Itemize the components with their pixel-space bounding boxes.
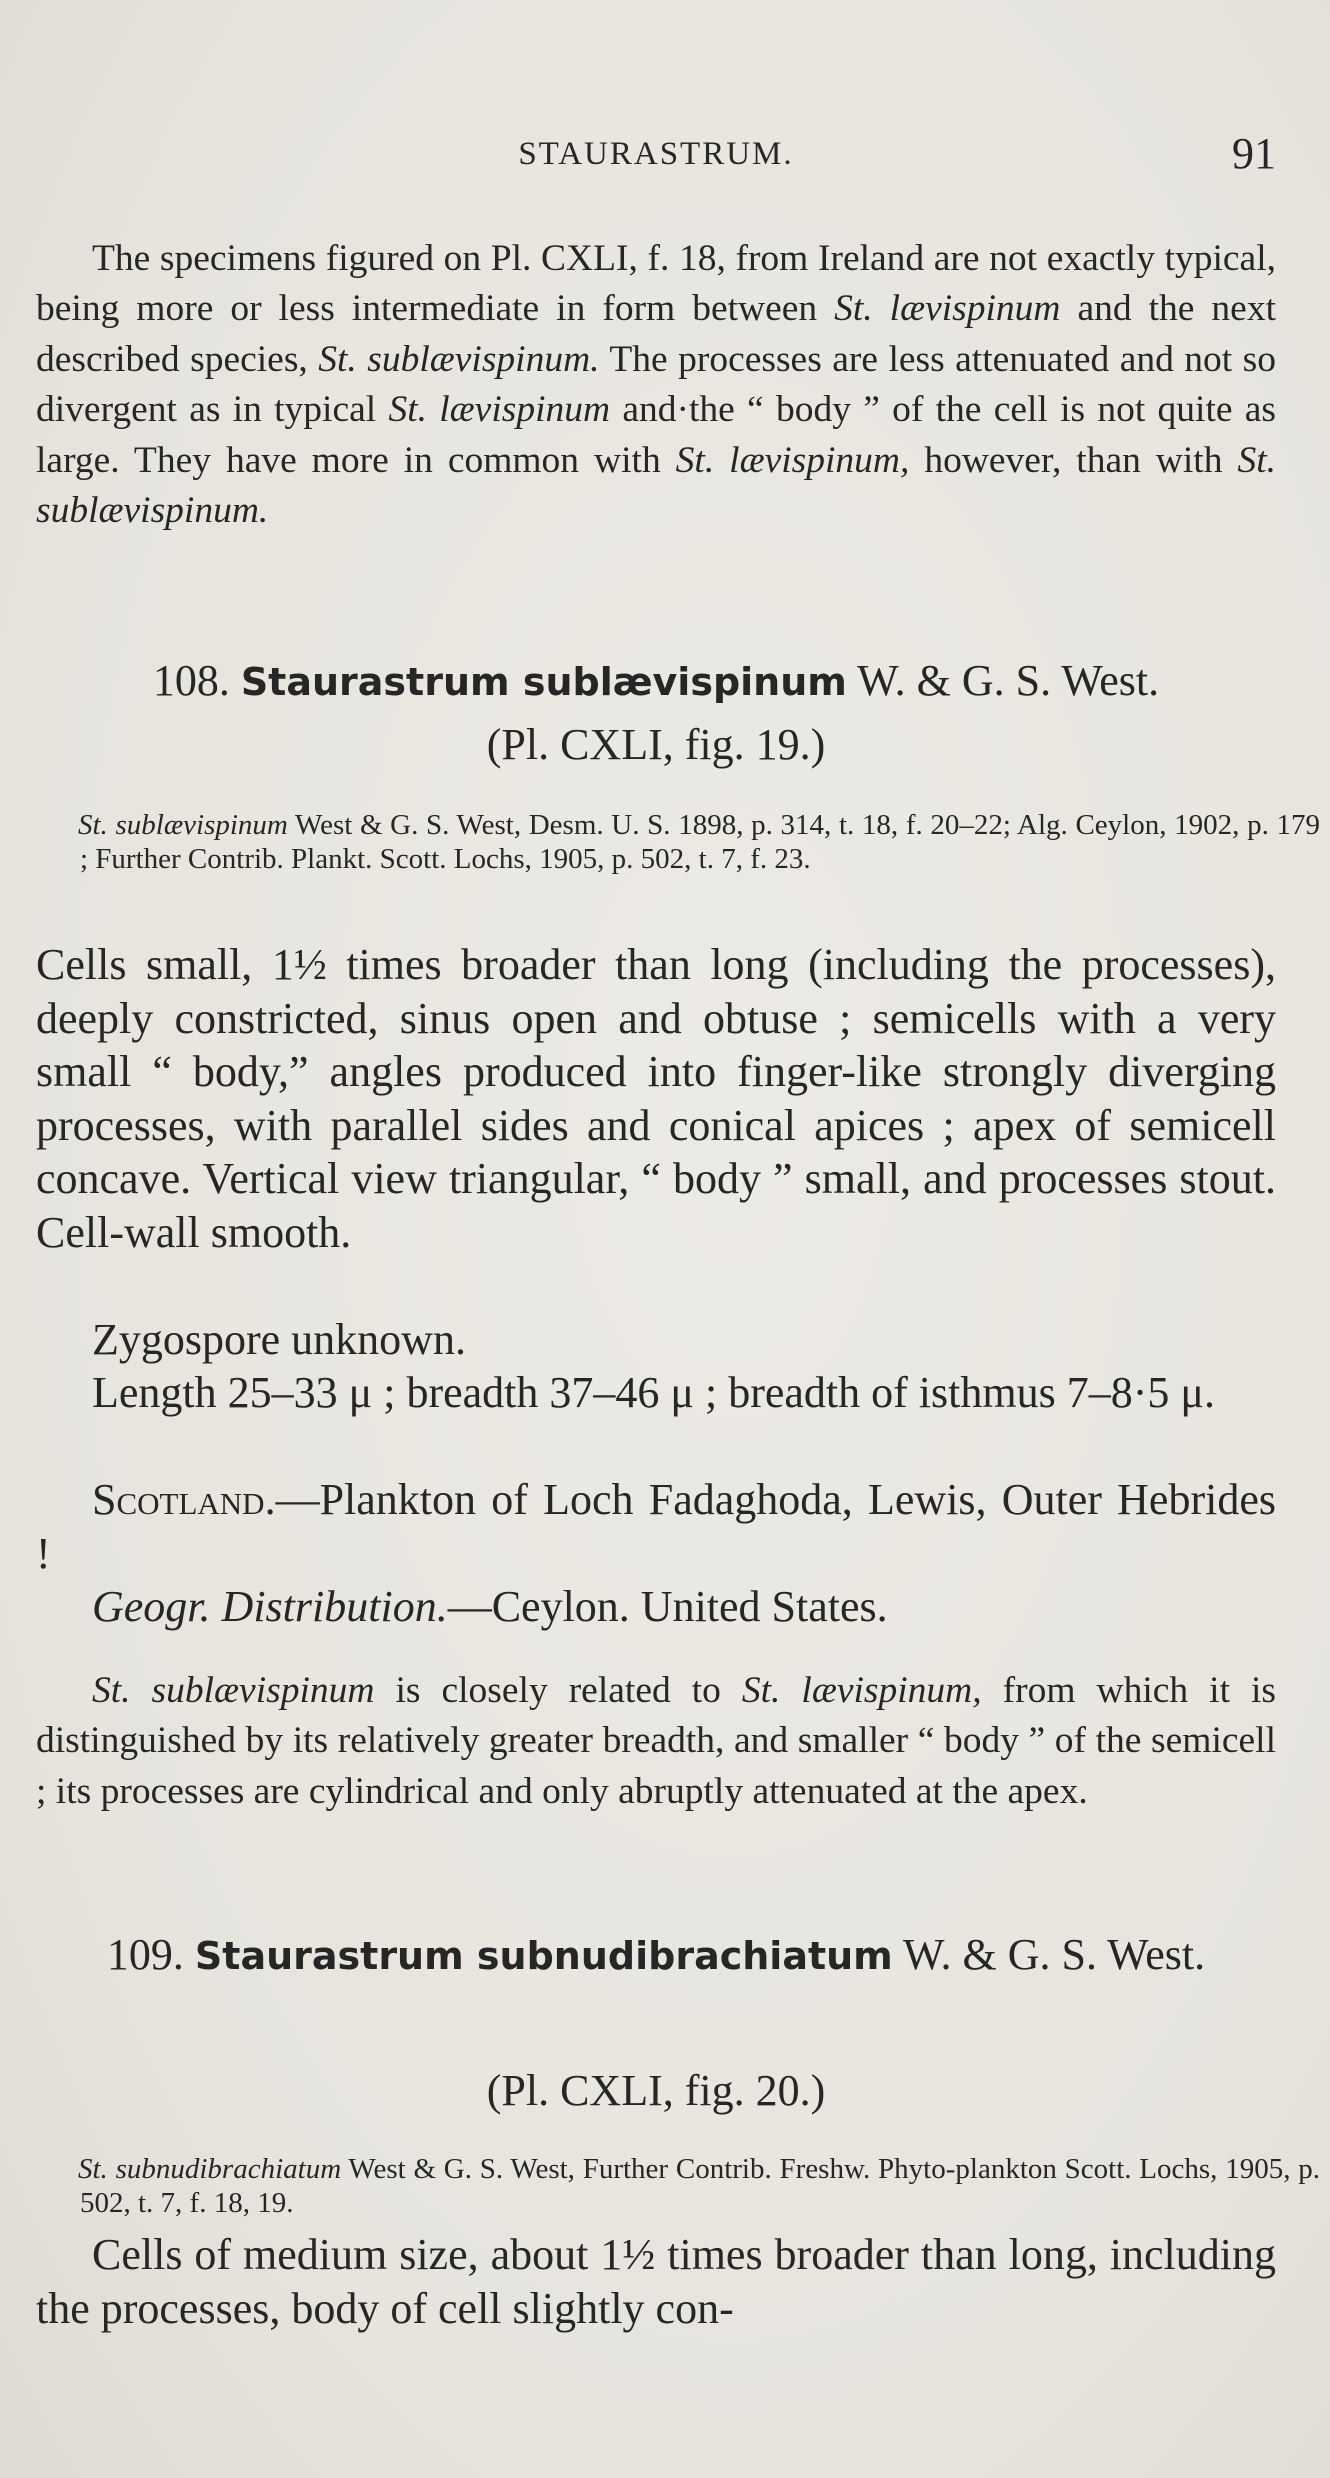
intro-paragraph (36, 234, 1276, 536)
intro-italic-3: St. lævispinum (388, 389, 611, 431)
intro-text-5: however, than with (909, 439, 1238, 481)
species-108-synonymy-name: St. sublævispinum (78, 809, 288, 841)
species-108-scotland-label: Scotland. (92, 1475, 276, 1524)
intro-text-1: The specimens figured on Pl. CXLI, f. 18, from Ireland are not exactly typical, being more or less intermediate in form between (36, 238, 1276, 330)
intro-text-2: and the next described species, (36, 288, 1276, 380)
species-108-geogr-text: —Ceylon. United States. (447, 1582, 888, 1631)
species-108-note-text-2: from which it is distinguished by its relatively greater breadth, and smaller “ body ” of the semicell ; its processes are cylindrical and only abruptly attenuated at the apex. (36, 1670, 1277, 1812)
species-108-name: Staurastrum sublævispinum (240, 660, 847, 704)
species-109-number: 109. (106, 1930, 184, 1979)
species-108-measurements: Length 25–33 μ ; breadth 37–46 μ ; breadth of isthmus 7–8·5 μ. (92, 1368, 1215, 1417)
intro-italic-4: St. lævispinum, (675, 439, 910, 481)
species-109-authority: W. & G. S. West. (903, 1930, 1206, 1979)
species-109-heading (36, 1926, 1276, 1985)
species-109-synonymy-name: St. subnudibrachiatum (78, 2153, 342, 2185)
page-number: 91 (1232, 129, 1276, 178)
species-108-authority: W. & G. S. West. (857, 656, 1160, 705)
intro-text-3: The processes are less attenuated and not so divergent as in typical (36, 338, 1276, 431)
species-108-note-italic-1: St. sublævispinum (92, 1670, 375, 1711)
species-109-name: Staurastrum subnudibrachiatum (194, 1934, 893, 1978)
species-108-description: Cells small, 1½ times broader than long (including the processes), deeply constricted, sinus open and obtuse ; semicells with a very small “ body,” angles produced into finger-like strongly diverging processes, with parallel sides and conical apices ; apex of semicell concave. Vertical view triangular, “ body ” small, and processes stout. Cell-wall smooth. (36, 940, 1276, 1257)
species-108-scotland-text: —Plankton of Loch Fadaghoda, Lewis, Outer Hebrides ! (36, 1475, 1276, 1578)
species-109-synonymy-text: West & G. S. West, Further Contrib. Freshw. Phyto-plankton Scott. Lochs, 1905, p. 502, t. 7, f. 18, 19. (80, 2153, 1320, 2219)
species-108-synonymy-text: West & G. S. West, Desm. U. S. 1898, p. 314, t. 18, f. 20–22; Alg. Ceylon, 1902, p. 179 ; Further Contrib. Plankt. Scott. Lochs, 1905, p. 502, t. 7, f. 23. (80, 809, 1320, 875)
species-109-synonymy (36, 2152, 1320, 2220)
running-title: STAURASTRUM. (518, 136, 794, 172)
species-108-scotland (36, 1473, 1276, 1580)
running-head (36, 128, 1276, 178)
species-108-note (36, 1666, 1276, 1817)
species-108-heading (36, 652, 1276, 711)
species-108-plate: (Pl. CXLI, fig. 19.) (486, 720, 826, 769)
species-109-description: Cells of medium size, about 1½ times broader than long, including the processes, body of cell slightly con- (36, 2230, 1276, 2333)
species-109-plate: (Pl. CXLI, fig. 20.) (486, 2066, 826, 2115)
species-108-geography (36, 1580, 1276, 1634)
species-108-geogr-label: Geogr. Distribution. (92, 1582, 448, 1631)
species-108-number: 108. (152, 656, 230, 705)
species-108-note-text-1: is closely related to (374, 1670, 742, 1711)
intro-italic-2: St. sublævispinum. (318, 338, 600, 380)
intro-text-4: and·the “ body ” of the cell is not quite as large. They have more in common with (36, 389, 1277, 481)
species-108-note-italic-2: St. lævispinum, (741, 1670, 982, 1711)
species-108-zygospore: Zygospore unknown. (92, 1315, 466, 1364)
intro-italic-5: St. sublævispinum. (36, 439, 1276, 532)
species-108-synonymy (36, 808, 1320, 876)
intro-italic-1: St. lævispinum (834, 288, 1061, 330)
